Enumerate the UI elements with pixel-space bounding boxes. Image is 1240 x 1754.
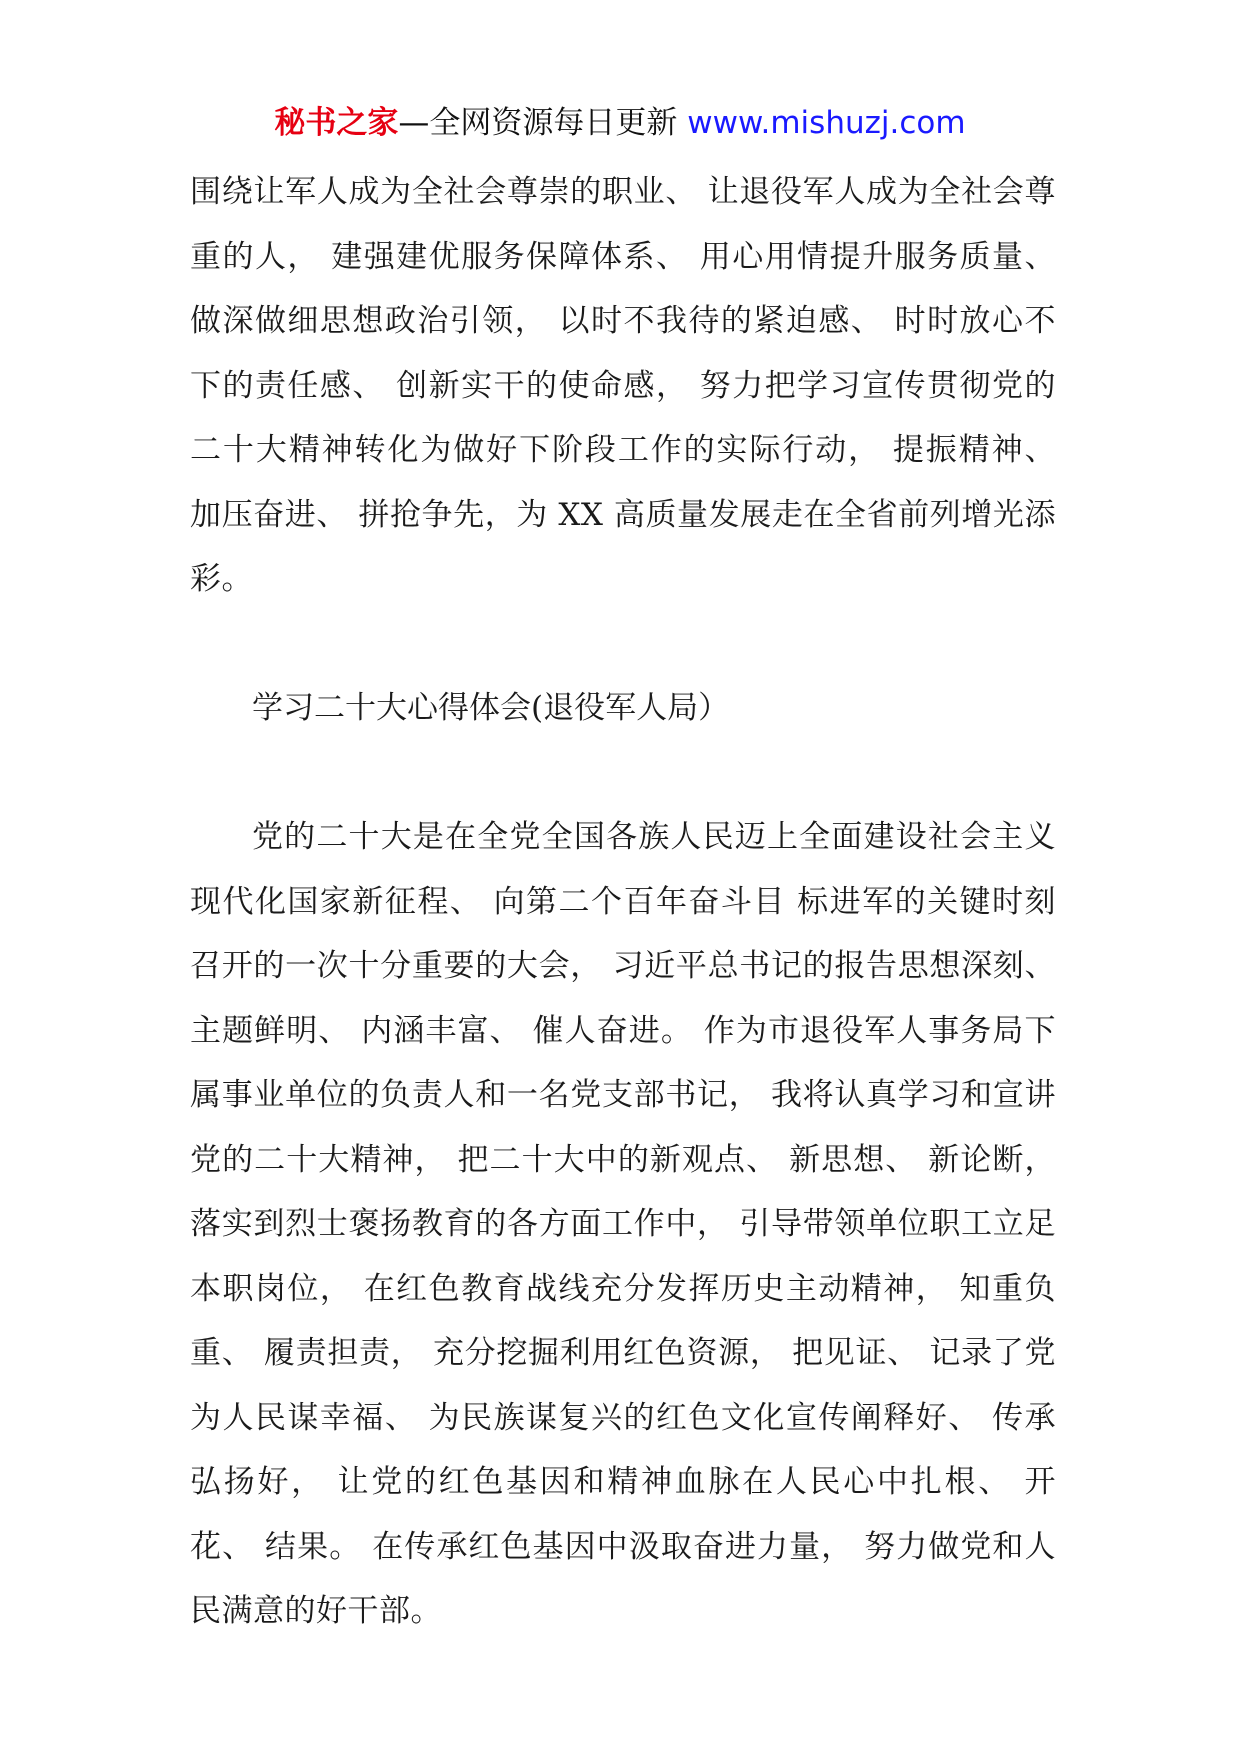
paragraph-main: 党的二十大是在全党全国各族人民迈上全面建设社会主义现代化国家新征程、 向第二个百年奋斗目 标进军的关键时刻召开的一次十分重要的大会， 习近平总书记的报告思想深刻、 主题鲜明、 内涵丰富、 催人奋进。 作为市退役军人事务局下属事业单位的负责人和一名党支部书记， 我将认真学习和宣讲党的二十大精神， 把二十大中的新观点、 新思想、 新论断，落实到烈士褒扬教育的各方面工作中， 引导带领单位职工立足本职岗位， 在红色教育战线充分发挥历史主动精神， 知重负重、 履责担责， 充分挖掘利用红色资源， 把见证、 记录了党为人民谋幸福、 为民族谋复兴的红色文化宣传阐释好、 传承弘扬好， 让党的红色基因和精神血脉在人民心中扎根、 开花、 结果。 在传承红色基因中汲取奋进力量， 努力做党和人民满意的好干部。 bbox=[190, 819, 1056, 1629]
paragraph-continued: 围绕让军人成为全社会尊崇的职业、 让退役军人成为全社会尊重的人， 建强建优服务保障体系、 用心用情提升服务质量、 做深做细思想政治引领， 以时不我待的紧迫感、 时时放心不下的责任感、 创新实干的使命感， 努力把学习宣传贯彻党的二十大精神转化为做好下阶段工作的实际行动， 提振精神、 加压奋进、 拼抢争先，为 XX 高质量发展走在全省前列增光添彩。 bbox=[190, 174, 1056, 597]
paragraph-spacer bbox=[190, 612, 1056, 677]
brand-name: 秘书之家 bbox=[274, 105, 399, 141]
header-tagline: —全网资源每日更新 bbox=[398, 105, 678, 141]
site-url-link[interactable]: www.mishuzj.com bbox=[687, 105, 966, 141]
site-header bbox=[0, 100, 1240, 146]
document-body bbox=[190, 160, 1056, 1644]
paragraph-spacer bbox=[190, 741, 1056, 806]
section-title: 学习二十大心得体会(退役军人局） bbox=[252, 690, 730, 726]
